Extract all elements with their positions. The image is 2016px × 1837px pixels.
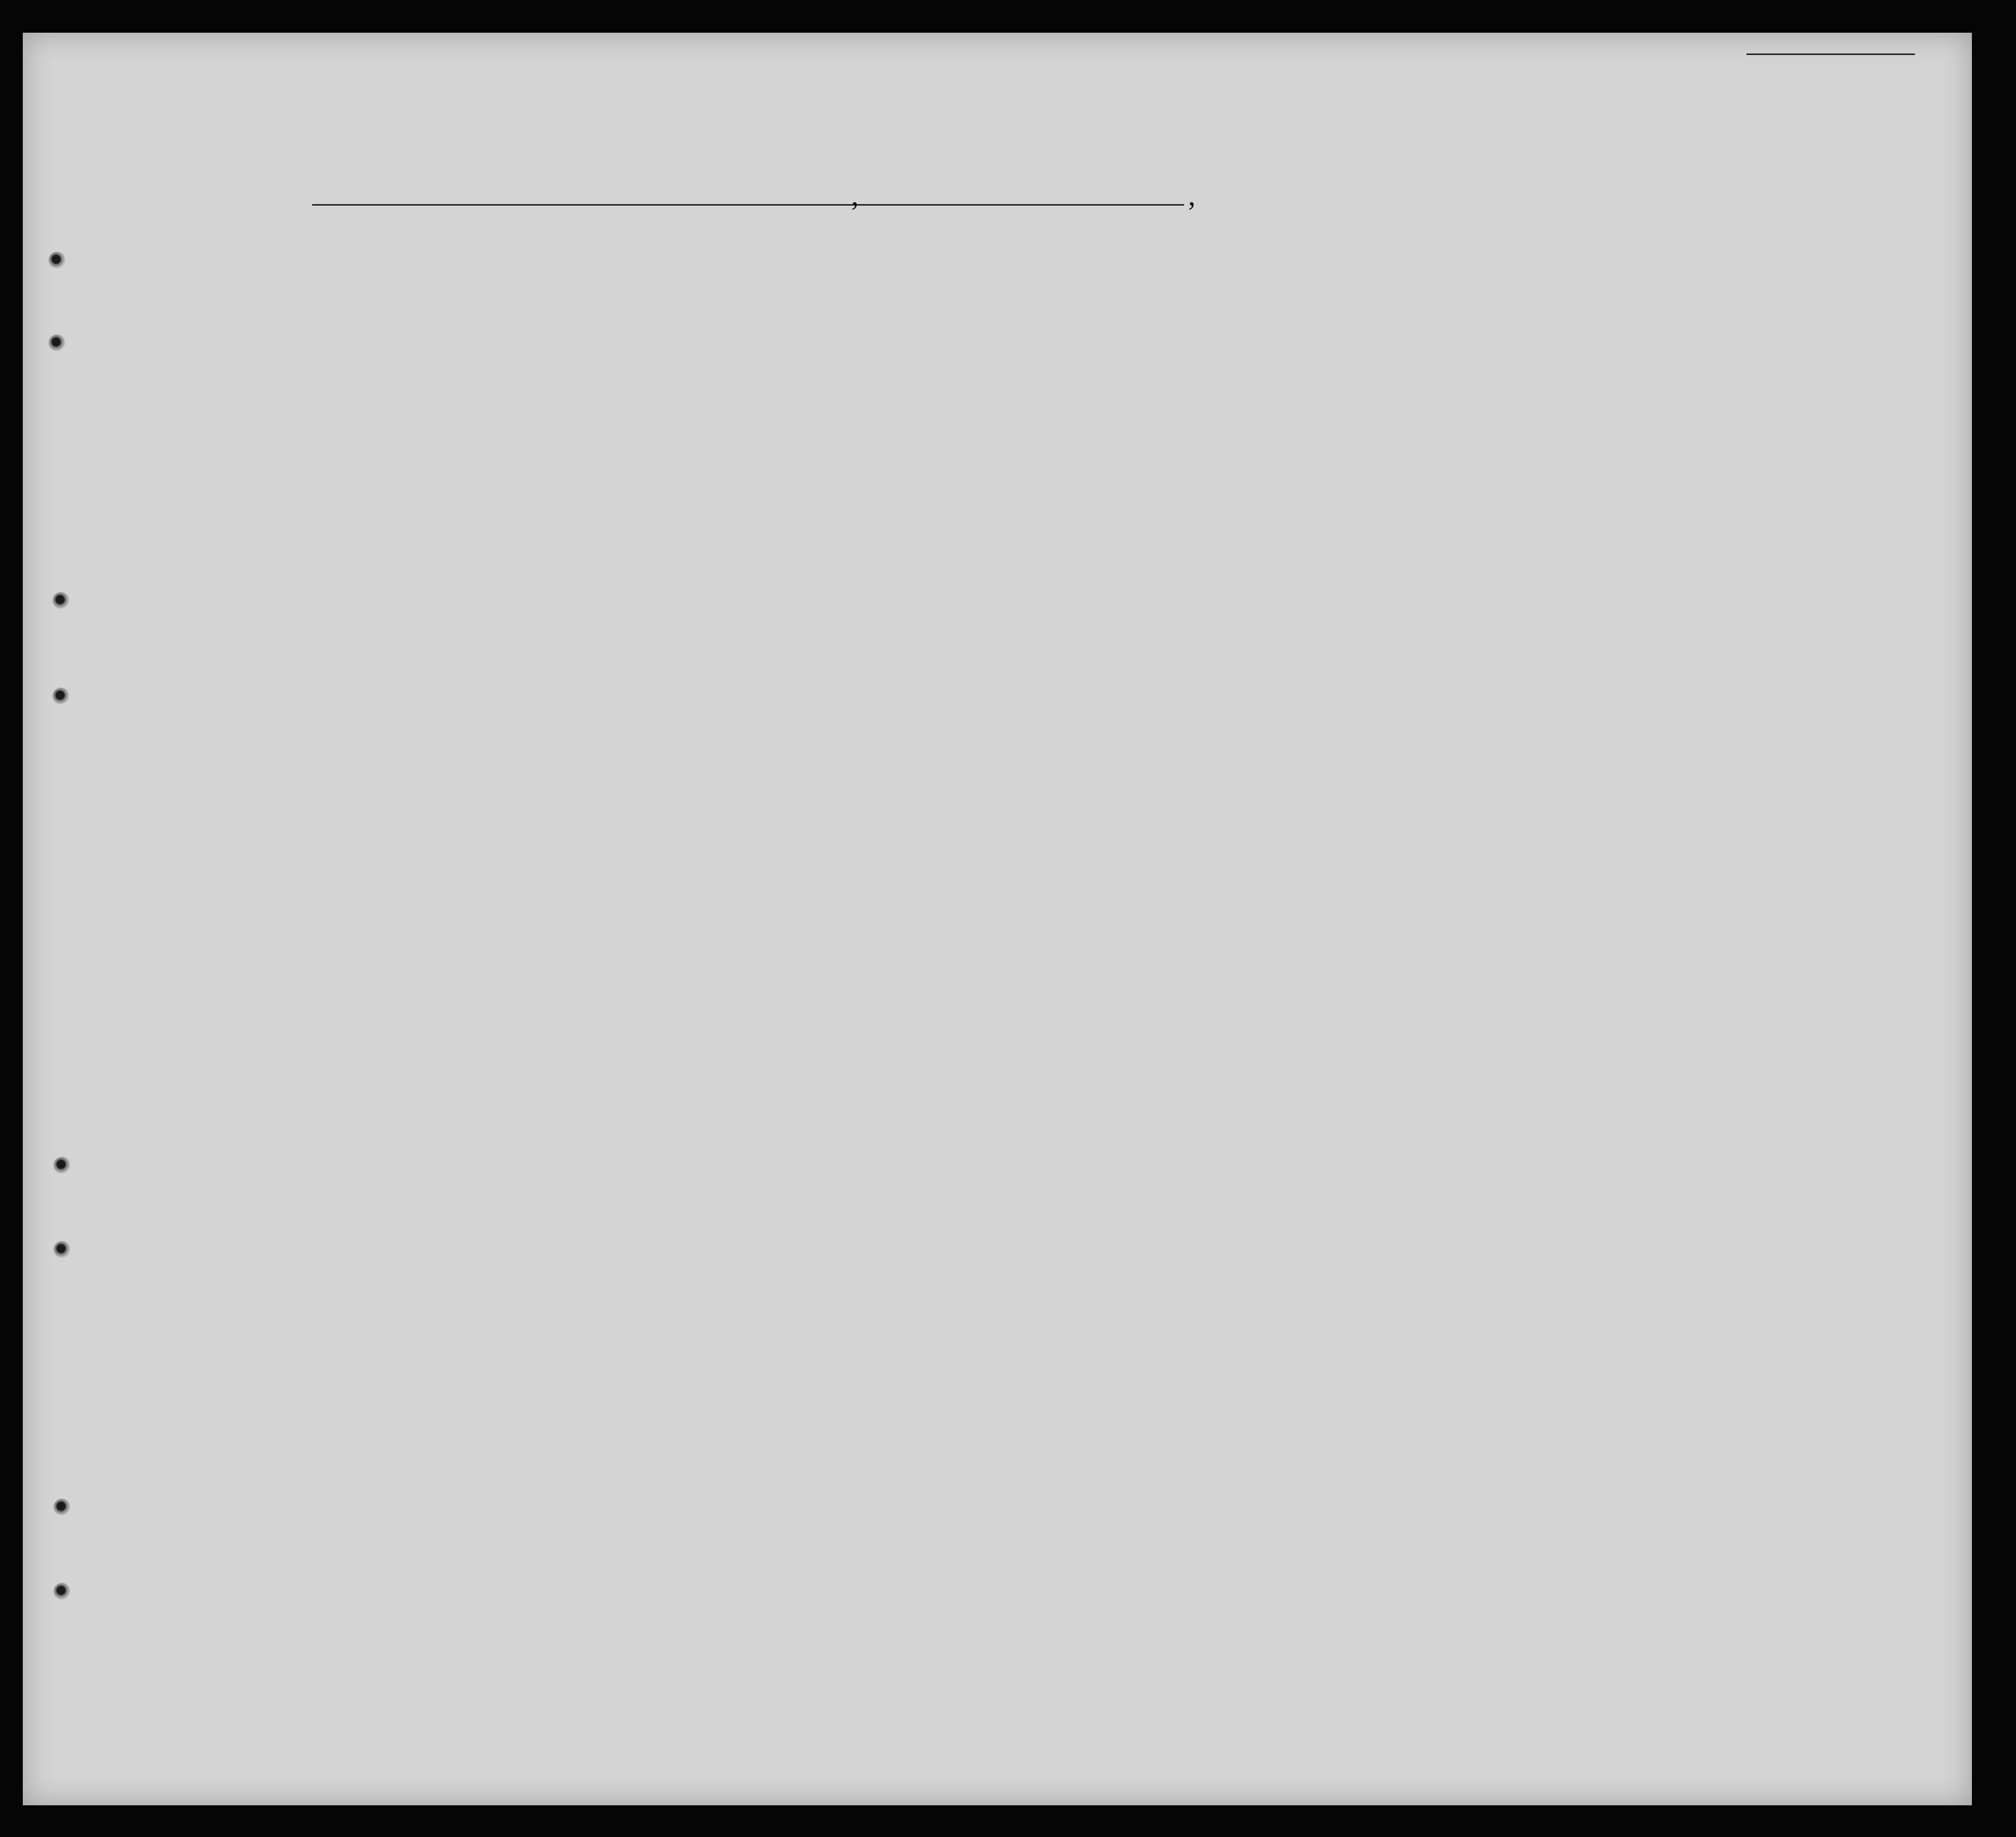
arriving-comma-2: , bbox=[1188, 179, 1196, 212]
column-headers bbox=[0, 0, 1476, 429]
arriving-comma: , bbox=[851, 179, 859, 212]
